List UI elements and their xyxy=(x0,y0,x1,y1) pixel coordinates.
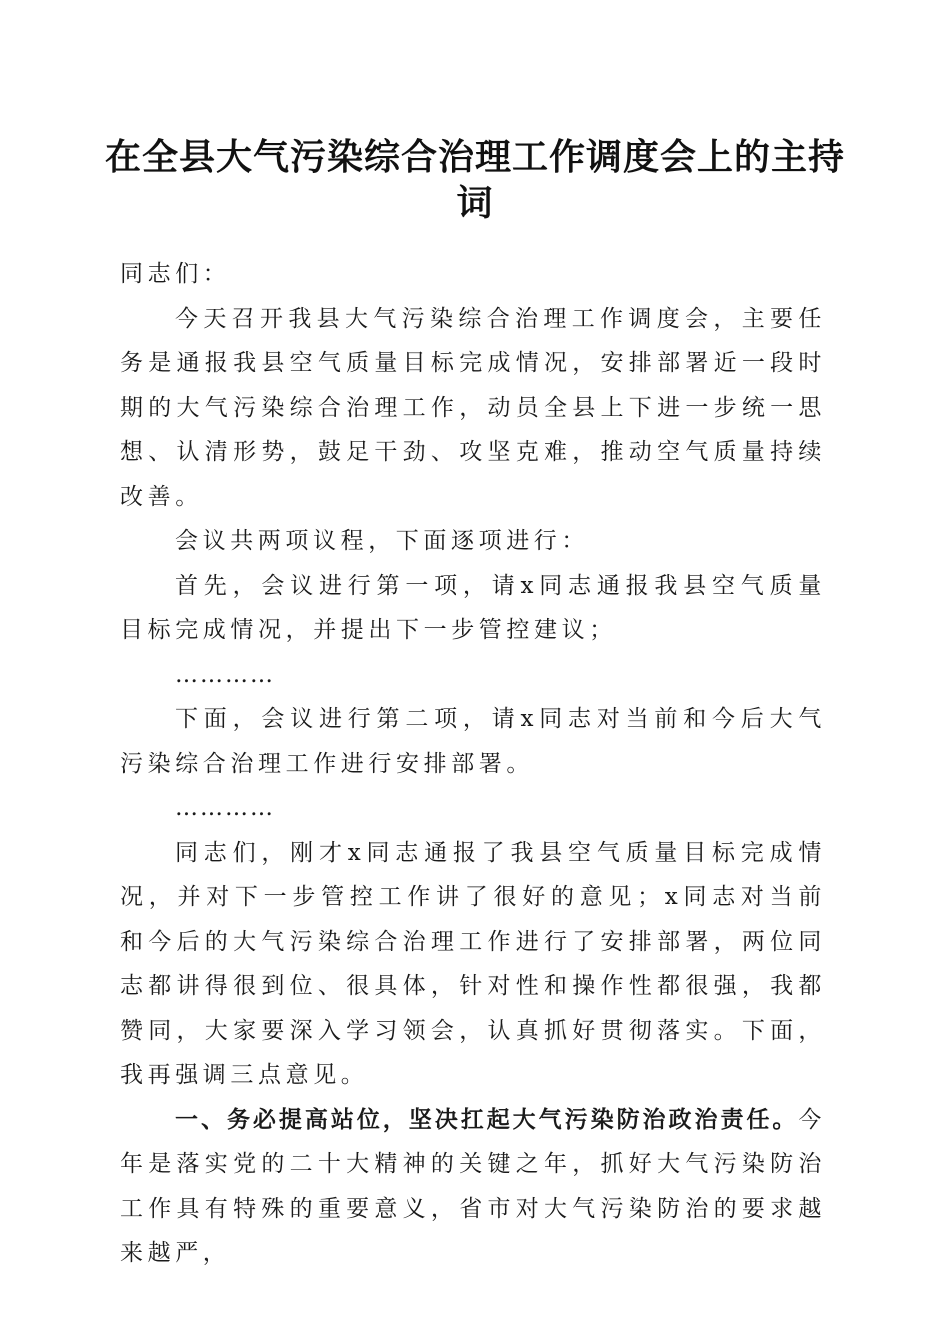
salutation: 同志们： xyxy=(120,261,231,287)
ellipsis-two: ………… xyxy=(175,795,275,821)
paragraph-item-one: 首先，会议进行第一项，请x同志通报我县空气质量目标完成情况，并提出下一步管控建议； xyxy=(120,572,826,643)
paragraph-opening: 今天召开我县大气污染综合治理工作调度会，主要任务是通报我县空气质量目标完成情况，安排部署近一段时期的大气污染综合治理工作，动员全县上下进一步统一思想、认清形势，鼓足干劲、攻坚克难，推动空气质量持续改善。 xyxy=(120,305,826,510)
paragraph-item-two: 下面，会议进行第二项，请x同志对当前和今后大气污染综合治理工作进行安排部署。 xyxy=(120,706,826,777)
point-one-heading: 一、务必提高站位，坚决扛起大气污染防治政治责任。 xyxy=(175,1106,799,1133)
ellipsis-one: ………… xyxy=(175,661,275,688)
document-title: 在全县大气污染综合治理工作调度会上的主持词 xyxy=(104,136,845,224)
document-body xyxy=(120,252,826,1276)
point-one-text: 今年是落实党的二十大精神的关键之年，抓好大气污染防治工作具有特殊的重要意义，省市对大气污染防治的要求越来越严， xyxy=(120,1106,826,1266)
paragraph-point-one xyxy=(120,1098,826,1276)
paragraph-summary: 同志们，刚才x同志通报了我县空气质量目标完成情况，并对下一步管控工作讲了很好的意见；x同志对当前和今后的大气污染综合治理工作进行了安排部署，两位同志都讲得很到位、很具体，针对性和操作性都很强，我都赞同，大家要深入学习领会，认真抓好贯彻落实。下面，我再强调三点意见。 xyxy=(120,839,826,1088)
paragraph-agenda: 会议共两项议程，下面逐项进行： xyxy=(175,528,589,554)
